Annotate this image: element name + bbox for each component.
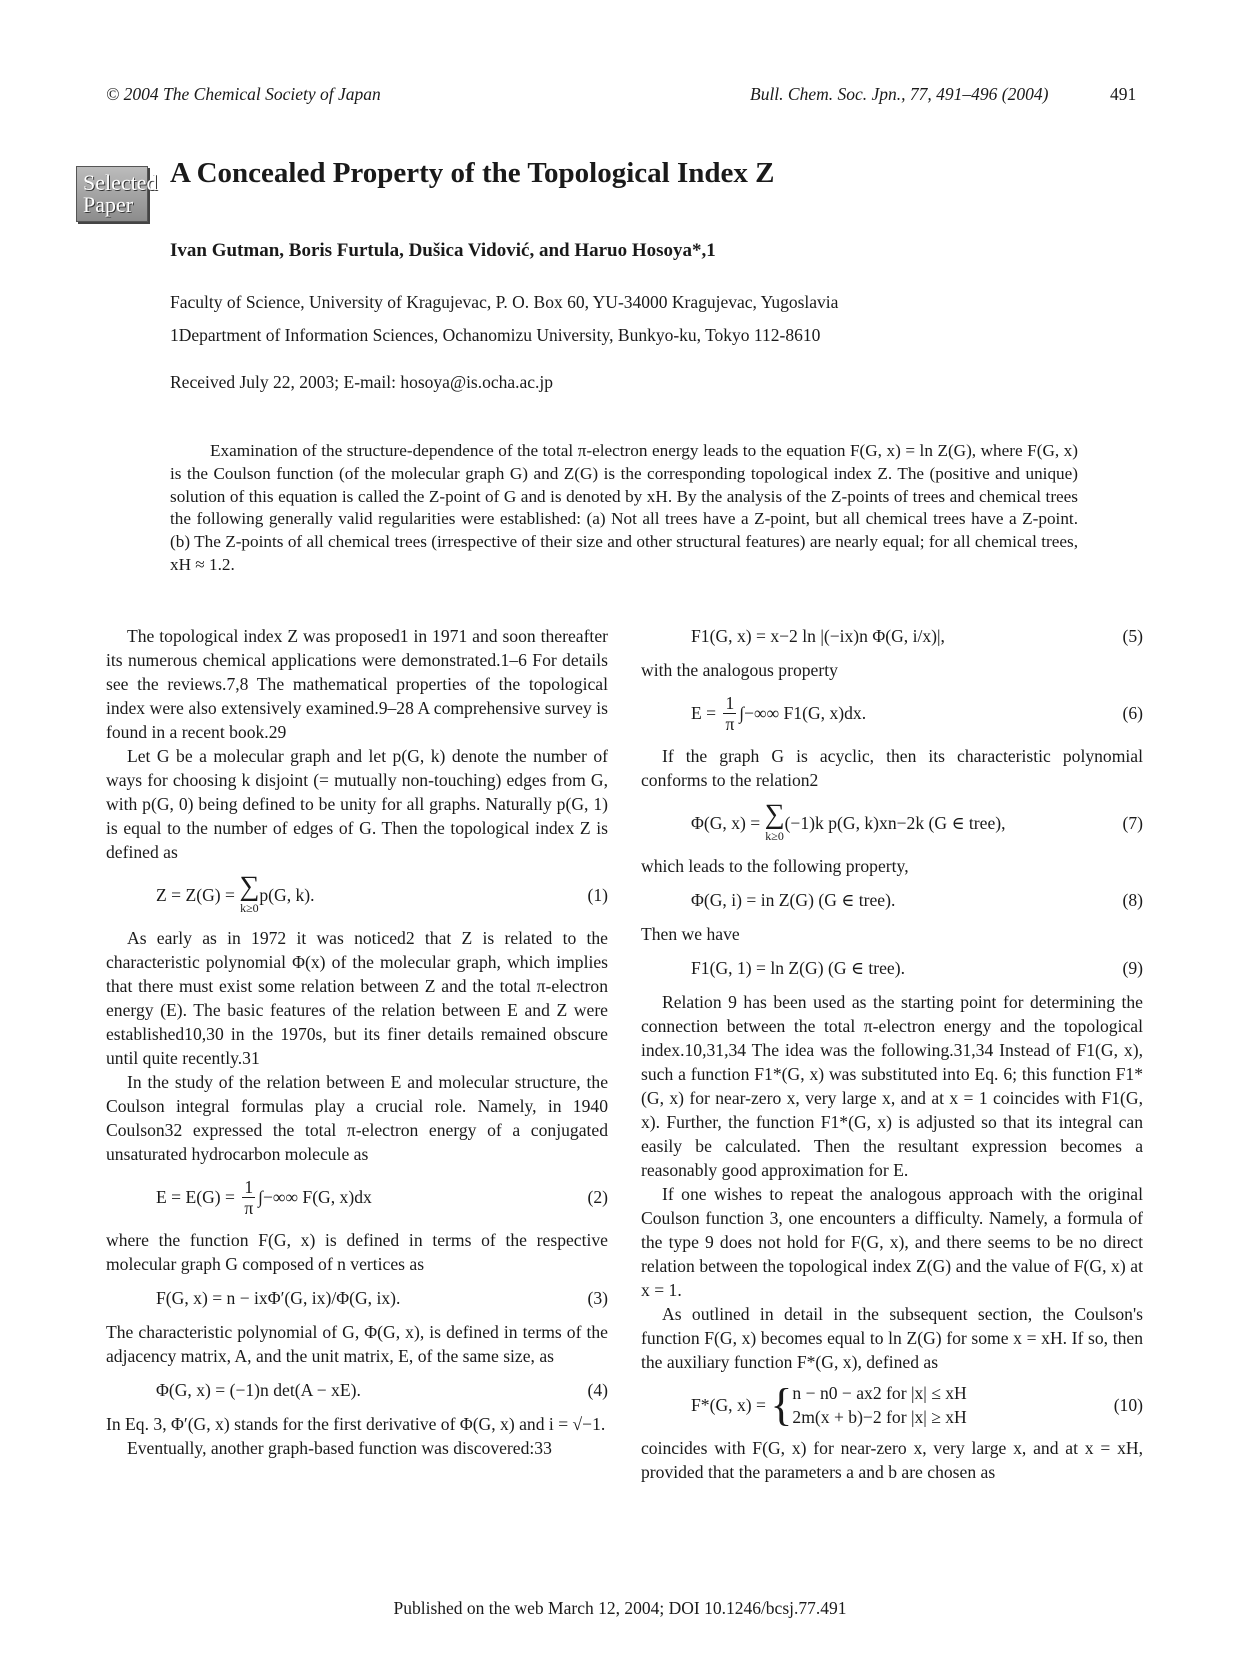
equation-number: (8) (1122, 890, 1143, 910)
paragraph: with the analogous property (641, 660, 838, 680)
numerator: 1 (725, 692, 735, 713)
paragraph: coincides with F(G, x) for near-zero x, very large x, and at x = xH, provided that the parameters a and b are chosen as (641, 1438, 1143, 1482)
affiliation-2: 1Department of Information Sciences, Ochanomizu University, Bunkyo-ku, Tokyo 112-8610 (170, 325, 821, 345)
paragraph: where the function F(G, x) is defined in terms of the respective molecular graph G composed of n vertices as (106, 1230, 608, 1274)
paragraph: As early as in 1972 it was noticed2 that Z is related to the characteristic polynomial Φ(x) of the molecular graph, which implies that there must exist some relation between Z and the total π-electron energy (E). The basic features of the relation between E and Z were established10,30 in the 1970s, but its finer details remained obscure until quite recently.31 (106, 928, 608, 1068)
publication-footer: Published on the web March 12, 2004; DOI 10.1246/bcsj.77.491 (393, 1598, 847, 1618)
equation-text: p(G, k). (259, 885, 315, 905)
paragraph: The topological index Z was proposed1 in 1971 and soon thereafter its numerous chemical applications were demonstrated.1–6 For details see the reviews.7,8 The mathematical properties of the topological index were also extensively examined.9–28 A comprehensive survey is found in a recent book.29 (106, 626, 608, 742)
author-list: Ivan Gutman, Boris Furtula, Dušica Vidović, and Haruo Hosoya*,1 (170, 240, 716, 261)
journal-citation: Bull. Chem. Soc. Jpn., 77, 491–496 (2004) (750, 84, 1049, 104)
equation-text: Z = Z(G) = (156, 885, 235, 905)
equation-number: (9) (1122, 958, 1143, 978)
denominator: π (244, 1197, 254, 1218)
integral-symbol: ∫−∞∞ (739, 703, 780, 723)
paragraph: In the study of the relation between E and molecular structure, the Coulson integral formulas play a crucial role. Namely, in 1940 Coulson32 expressed the total π-electron energy of a conjugated unsaturated hydrocarbon molecule as (106, 1072, 608, 1164)
fraction (723, 693, 736, 734)
equation-number: (1) (587, 885, 608, 905)
denominator: π (725, 713, 735, 734)
equation-number: (10) (1113, 1395, 1143, 1415)
paragraph: which leads to the following property, (641, 856, 909, 876)
equation-number: (4) (587, 1380, 608, 1400)
paragraph: Relation 9 has been used as the starting point for determining the connection between the total π-electron energy and the topological index.10,31,34 The idea was the following.31,34 Instead of F1(G, x), such a function F1*(G, x) was substituted into Eq. 6; this function F1*(G, x) for near-zero x, very large x, and at x = 1 coincides with F1(G, x). Further, the function F1*(G, x) is adjusted so that its integral can easily be calculated. Then the resultant expression becomes a reasonably good approximation for E. (641, 992, 1143, 1180)
page-number: 491 (1110, 84, 1137, 104)
badge-line-1: Selected (83, 170, 158, 195)
equation-number: (3) (587, 1288, 608, 1308)
equation-1 (106, 864, 608, 926)
equation-6 (641, 682, 1143, 744)
equation-text: F*(G, x) = (691, 1395, 766, 1415)
equation-number: (7) (1122, 813, 1143, 833)
badge-line-2: Paper (83, 192, 134, 217)
equation-text: Φ(G, x) = (691, 813, 761, 833)
equation-2 (106, 1166, 608, 1228)
case-1: n − n0 − ax2 for |x| ≤ xH (792, 1383, 967, 1403)
affiliation-1: Faculty of Science, University of Kragujevac, P. O. Box 60, YU-34000 Kragujevac, Yugoslavia (170, 292, 839, 312)
equation-7 (641, 792, 1143, 854)
summation-symbol: ∑ k≥0 (764, 799, 785, 843)
equation-5 (641, 614, 1143, 658)
equation-8 (641, 878, 1143, 922)
received-line: Received July 22, 2003; E-mail: hosoya@is.ocha.ac.jp (170, 372, 554, 392)
summation-index: k≥0 (765, 829, 784, 843)
paragraph: Eventually, another graph-based function was discovered:33 (127, 1438, 552, 1458)
fraction (242, 1177, 255, 1218)
selected-paper-badge (76, 166, 158, 222)
equation-number: (2) (587, 1187, 608, 1207)
equation-text: E = E(G) = (156, 1187, 235, 1207)
equation-number: (6) (1122, 703, 1143, 723)
paragraph: The characteristic polynomial of G, Φ(G, x), is defined in terms of the adjacency matrix, A, and the unit matrix, E, of the same size, as (106, 1322, 608, 1366)
summation-symbol: ∑ k≥0 (239, 871, 260, 915)
equation-text: F(G, x) = n − ixΦ′(G, ix)/Φ(G, ix). (156, 1288, 401, 1308)
equation-text: F(G, x)dx (302, 1187, 372, 1207)
equation-text: F1(G, x) = x−2 ln |(−ix)n Φ(G, i/x)|, (691, 626, 945, 646)
equation-number: (5) (1122, 626, 1143, 646)
integral-symbol: ∫−∞∞ (258, 1187, 298, 1207)
brace-symbol: { (770, 1379, 793, 1430)
equation-text: F1(G, x)dx. (783, 703, 867, 723)
equation-text: F1(G, 1) = ln Z(G) (G ∈ tree). (691, 958, 905, 978)
equation-text: E = (691, 703, 717, 723)
paragraph: If the graph G is acyclic, then its characteristic polynomial conforms to the relation2 (641, 746, 1143, 790)
paragraph: As outlined in detail in the subsequent section, the Coulson's function F(G, x) becomes equal to ln Z(G) for some x = xH. If so, then the auxiliary function F*(G, x), defined as (641, 1304, 1143, 1372)
right-column (641, 624, 1143, 1484)
paper-title: A Concealed Property of the Topological Index Z (170, 157, 775, 189)
numerator: 1 (244, 1176, 254, 1197)
left-column (106, 624, 608, 1460)
equation-text: Φ(G, x) = (−1)n det(A − xE). (156, 1380, 361, 1400)
equation-10 (641, 1374, 1143, 1436)
equation-4 (106, 1368, 608, 1412)
journal-copyright: © 2004 The Chemical Society of Japan (106, 84, 381, 104)
equation-3 (106, 1276, 608, 1320)
abstract: Examination of the structure-dependence of the total π-electron energy leads to the equation F(G, x) = ln Z(G), where F(G, x) is the Coulson function (of the molecular graph G) and Z(G) is the corresponding topological index Z. The (positive and unique) solution of this equation is called the Z-point of G and is denoted by xH. By the analysis of the Z-points of trees and chemical trees the following generally valid regularities were established: (a) Not all trees have a Z-point, but all chemical trees have a Z-point. (b) The Z-points of all chemical trees (irrespective of their size and other structural features) are nearly equal; for all chemical trees, xH ≈ 1.2. (170, 441, 1078, 574)
paragraph: Then we have (641, 924, 740, 944)
equation-9 (641, 946, 1143, 990)
paragraph: Let G be a molecular graph and let p(G, k) denote the number of ways for choosing k disjoint (= mutually non-touching) edges from G, with p(G, 0) being defined to be unity for all graphs. Naturally p(G, 1) is equal to the number of edges of G. Then the topological index Z is defined as (106, 746, 608, 862)
cases (792, 1381, 966, 1429)
paragraph: If one wishes to repeat the analogous approach with the original Coulson function 3, one encounters a difficulty. Namely, a formula of the type 9 does not hold for F(G, x), and there seems to be no direct relation between the topological index Z(G) and the value of F(G, x) at x = 1. (641, 1184, 1143, 1300)
case-2: 2m(x + b)−2 for |x| ≥ xH (792, 1407, 967, 1427)
equation-text: Φ(G, i) = in Z(G) (G ∈ tree). (691, 890, 896, 910)
paragraph: In Eq. 3, Φ′(G, x) stands for the first derivative of Φ(G, x) and i = √−1. (106, 1414, 606, 1434)
summation-index: k≥0 (240, 901, 259, 915)
equation-text: (−1)k p(G, k)xn−2k (G ∈ tree), (784, 813, 1006, 833)
